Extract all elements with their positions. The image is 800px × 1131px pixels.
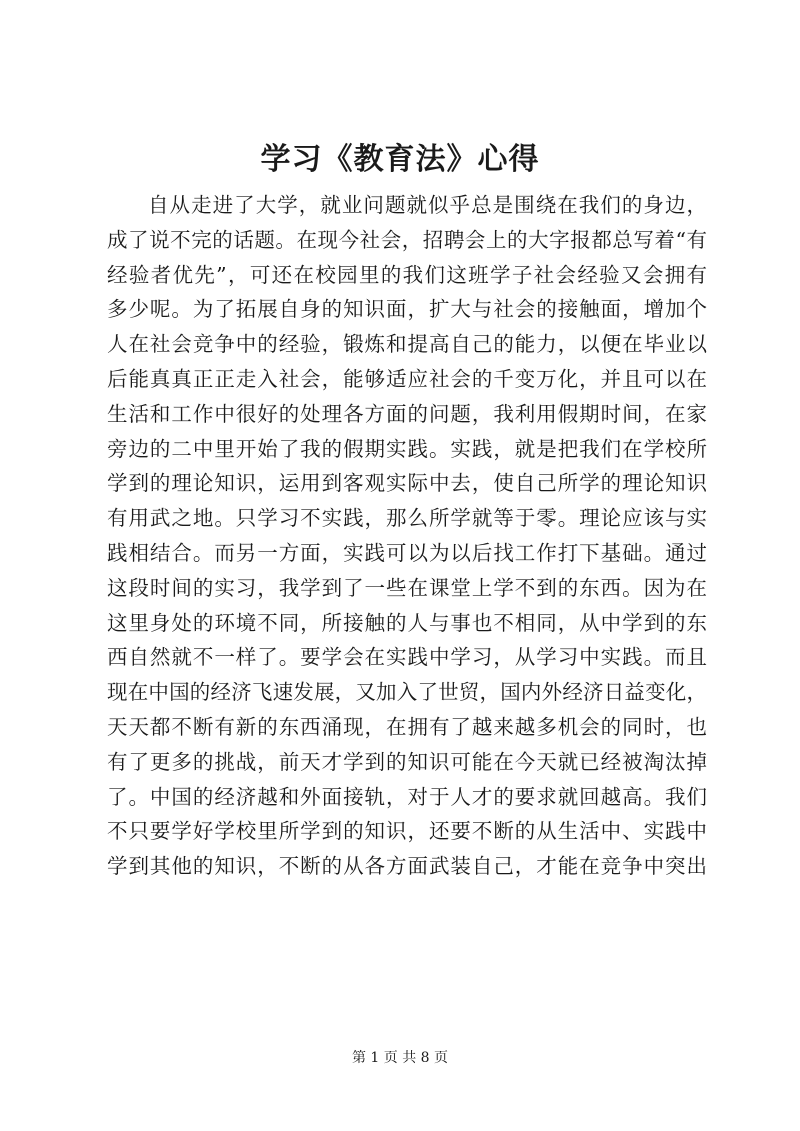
text-line: 现在中国的经济飞速发展，又加入了世贸，国内外经济日益变化，: [107, 680, 707, 705]
text-line: 旁边的二中里开始了我的假期实践。实践，就是把我们在学校所: [107, 436, 707, 461]
text-line: 天天都不断有新的东西涌现，在拥有了越来越多机会的同时，也: [107, 714, 707, 739]
text-line: 多少呢。为了拓展自身的知识面，扩大与社会的接触面，增加个: [107, 297, 707, 322]
text-line: 践相结合。而另一方面，实践可以为以后找工作打下基础。通过: [107, 540, 707, 565]
text-line: 这里身处的环境不同，所接触的人与事也不相同，从中学到的东: [107, 610, 707, 635]
text-line: 生活和工作中很好的处理各方面的问题，我利用假期时间，在家: [107, 401, 707, 426]
text-line: 西自然就不一样了。要学会在实践中学习，从学习中实践。而且: [107, 645, 707, 670]
page-number-footer: 第 1 页 共 8 页: [351, 1050, 449, 1066]
text-line: 不只要学好学校里所学到的知识，还要不断的从生活中、实践中: [107, 819, 707, 844]
text-line: 这段时间的实习，我学到了一些在课堂上学不到的东西。因为在: [107, 575, 707, 600]
text-line: 自从走进了大学，就业问题就似乎总是围绕在我们的身边，: [148, 193, 707, 217]
text-line: 有用武之地。只学习不实践，那么所学就等于零。理论应该与实: [107, 506, 707, 531]
text-line: 成了说不完的话题。在现今社会，招聘会上的大字报都总写着“有: [107, 227, 707, 252]
text-line: 后能真真正正走入社会，能够适应社会的千变万化，并且可以在: [107, 366, 707, 391]
body-text: [107, 188, 707, 884]
text-line: 了。中国的经济越和外面接轨，对于人才的要求就回越高。我们: [107, 784, 707, 809]
text-line: 经验者优先”，可还在校园里的我们这班学子社会经验又会拥有: [107, 262, 707, 287]
page-title: 学习《教育法》心得: [260, 142, 540, 177]
text-line: 学到其他的知识，不断的从各方面武装自己，才能在竞争中突出: [107, 854, 707, 879]
text-line: 学到的理论知识，运用到客观实际中去，使自己所学的理论知识: [107, 471, 707, 496]
text-line: 人在社会竞争中的经验，锻炼和提高自己的能力，以便在毕业以: [107, 332, 707, 357]
text-line: 有了更多的挑战，前天才学到的知识可能在今天就已经被淘汰掉: [107, 749, 707, 774]
